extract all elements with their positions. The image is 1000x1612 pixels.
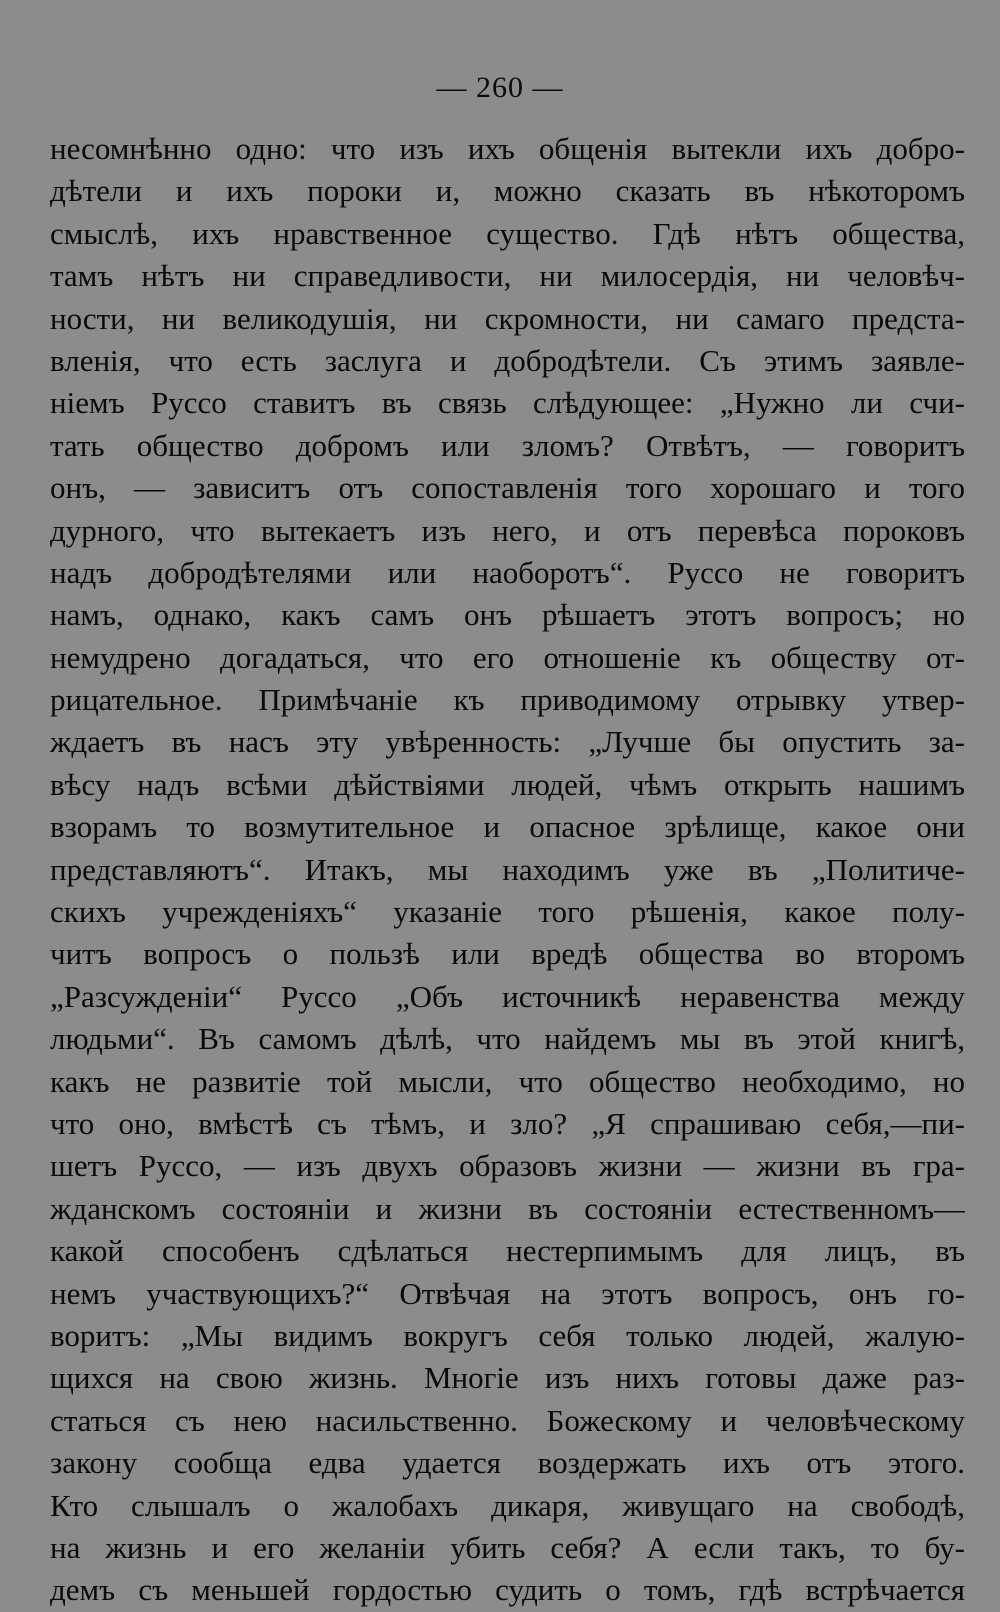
text-line: закону сообща едва удается воздержать ихъ отъ этого. bbox=[50, 1445, 965, 1481]
text-line: дѣтели и ихъ пороки и, можно сказать въ нѣкоторомъ bbox=[50, 173, 965, 209]
text-line: на жизнь и его желаніи убить себя? А если такъ, то бу- bbox=[50, 1529, 965, 1565]
text-line: Кто слышалъ о жалобахъ дикаря, живущаго на свободѣ, bbox=[50, 1487, 965, 1523]
text-line: ждаетъ въ насъ эту увѣренность: „Лучше бы опустить за- bbox=[50, 724, 965, 760]
page-number: — 260 — bbox=[436, 71, 564, 104]
text-line: „Разсужденіи“ Руссо „Объ источникѣ неравенства между bbox=[50, 978, 965, 1014]
text-line: онъ, — зависитъ отъ сопоставленія того хорошаго и того bbox=[50, 470, 965, 506]
text-line: ніемъ Руссо ставитъ въ связь слѣдующее: „Нужно ли счи- bbox=[50, 385, 965, 421]
text-line: рицательное. Примѣчаніе къ приводимому отрывку утвер- bbox=[50, 682, 965, 718]
text-line: немудрено догадаться, что его отношеніе къ обществу от- bbox=[50, 639, 965, 675]
text-line: намъ, однако, какъ самъ онъ рѣшаетъ этотъ вопросъ; но bbox=[50, 597, 965, 633]
text-line: воритъ: „Мы видимъ вокругъ себя только людей, жалую- bbox=[50, 1317, 965, 1353]
text-line: вѣсу надъ всѣми дѣйствіями людей, чѣмъ открыть нашимъ bbox=[50, 766, 965, 802]
text-line: что оно, вмѣстѣ съ тѣмъ, и зло? „Я спрашиваю себя,—пи- bbox=[50, 1105, 965, 1141]
text-line: какой способенъ сдѣлаться нестерпимымъ для лицъ, въ bbox=[50, 1233, 965, 1269]
text-line: жданскомъ состояніи и жизни въ состояніи естественномъ— bbox=[50, 1190, 965, 1226]
text-line: надъ добродѣтелями или наоборотъ“. Руссо не говоритъ bbox=[50, 554, 965, 590]
body-text bbox=[50, 128, 965, 1612]
text-line: вленія, что есть заслуга и добродѣтели. Съ этимъ заявле- bbox=[50, 342, 965, 378]
text-line: тамъ нѣтъ ни справедливости, ни милосердія, ни человѣч- bbox=[50, 258, 965, 294]
text-line: немъ участвующихъ?“ Отвѣчая на этотъ вопросъ, онъ го- bbox=[50, 1275, 965, 1311]
text-line: шетъ Руссо, — изъ двухъ образовъ жизни — жизни въ гра- bbox=[50, 1148, 965, 1184]
text-line: читъ вопросъ о пользѣ или вредѣ общества во второмъ bbox=[50, 936, 965, 972]
text-line: какъ не развитіе той мысли, что общество необходимо, но bbox=[50, 1063, 965, 1099]
text-line: дурного, что вытекаетъ изъ него, и отъ перевѣса пороковъ bbox=[50, 512, 965, 548]
text-line: статься съ нею насильственно. Божескому и человѣческому bbox=[50, 1402, 965, 1438]
text-line: ности, ни великодушія, ни скромности, ни самаго предста- bbox=[50, 300, 965, 336]
text-line: людьми“. Въ самомъ дѣлѣ, что найдемъ мы въ этой книгѣ, bbox=[50, 1021, 965, 1057]
text-line: несомнѣнно одно: что изъ ихъ общенія вытекли ихъ добро- bbox=[50, 131, 965, 166]
text-line: взорамъ то возмутительное и опасное зрѣлище, какое они bbox=[50, 809, 965, 845]
text-line: щихся на свою жизнь. Многіе изъ нихъ готовы даже раз- bbox=[50, 1360, 965, 1396]
text-line: тать общество добромъ или зломъ? Отвѣтъ, — говоритъ bbox=[50, 427, 965, 463]
text-line: смыслѣ, ихъ нравственное существо. Гдѣ нѣтъ общества, bbox=[50, 215, 965, 251]
text-line: скихъ учрежденіяхъ“ указаніе того рѣшенія, какое полу- bbox=[50, 894, 965, 930]
text-line: демъ съ меньшей гордостью судить о томъ, гдѣ встрѣчается bbox=[50, 1572, 965, 1608]
text-line: представляютъ“. Итакъ, мы находимъ уже въ „Политиче- bbox=[50, 851, 965, 887]
